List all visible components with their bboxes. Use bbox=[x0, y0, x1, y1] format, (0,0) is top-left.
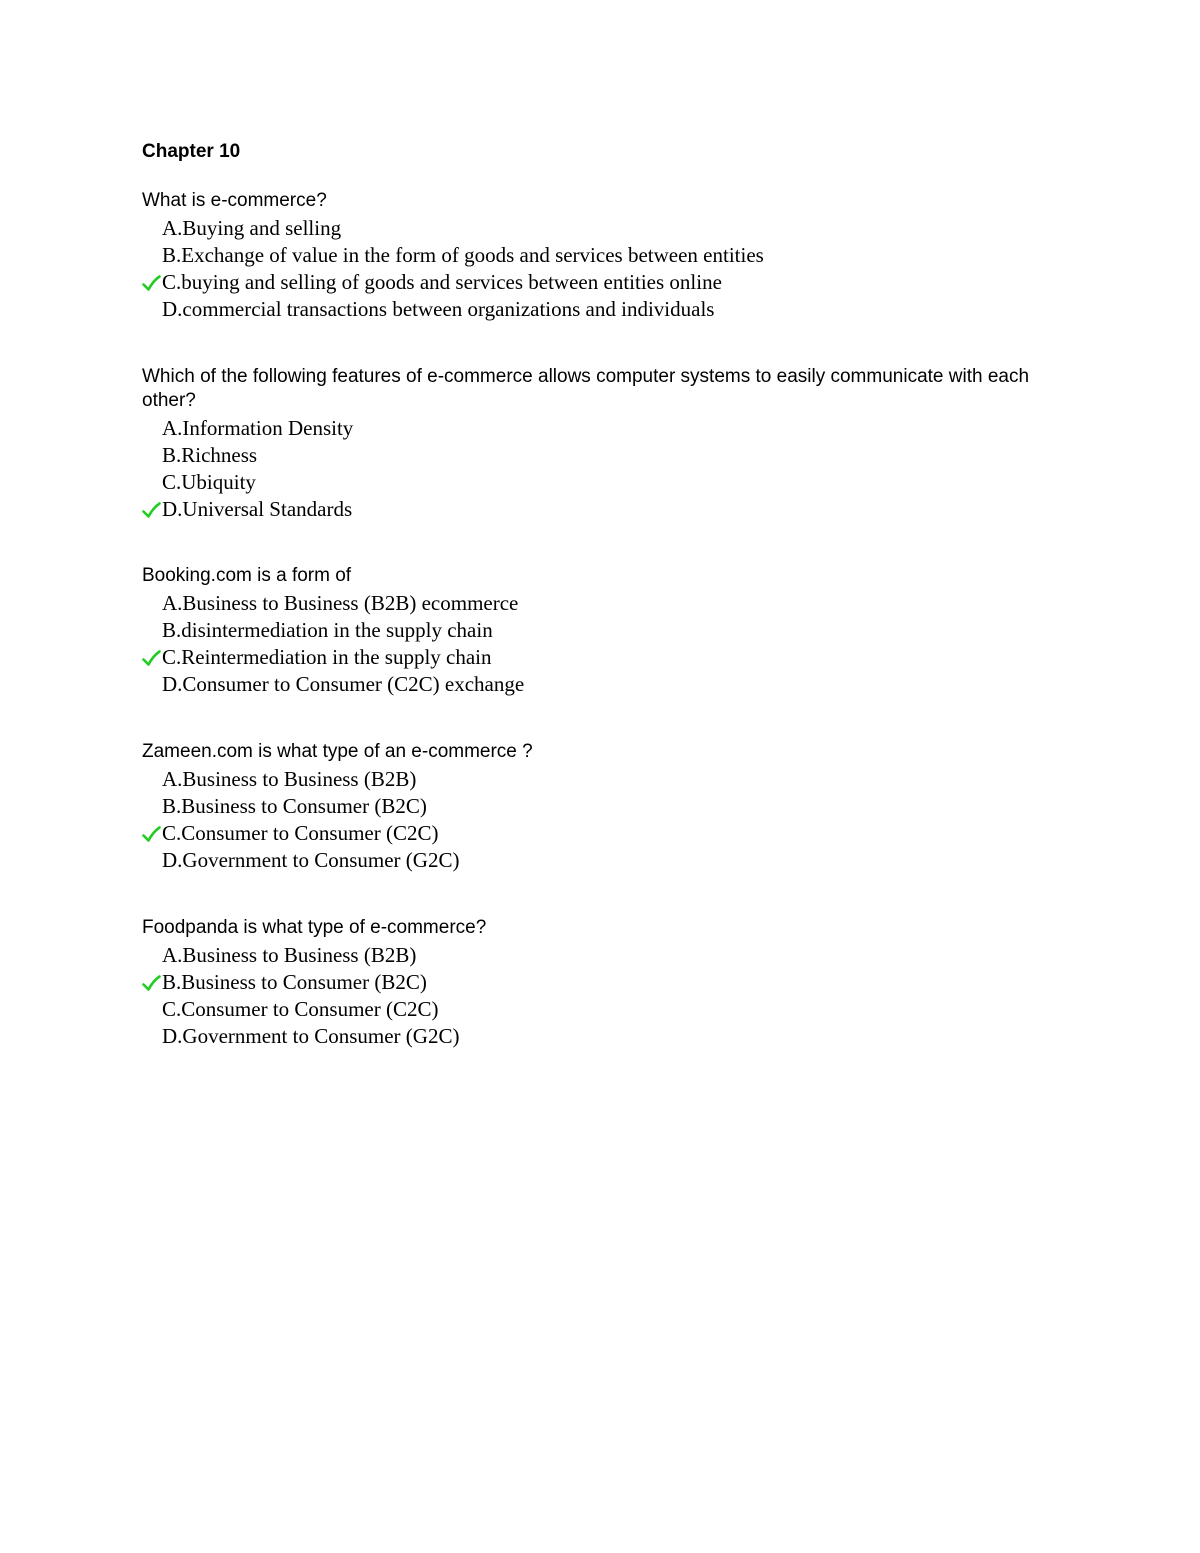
option-text: D.Universal Standards bbox=[162, 497, 353, 521]
option-a bbox=[142, 590, 1082, 617]
option-b bbox=[142, 793, 1082, 820]
option-text: A.Buying and selling bbox=[162, 216, 342, 240]
option-c-correct bbox=[142, 644, 1082, 671]
checkmark-icon bbox=[142, 650, 161, 667]
question-text: Zameen.com is what type of an e-commerce ? bbox=[142, 741, 533, 762]
checkmark-icon bbox=[142, 975, 161, 992]
question-3 bbox=[142, 564, 1082, 698]
option-list bbox=[142, 590, 1082, 698]
option-list bbox=[142, 766, 1082, 874]
option-text: A.Business to Business (B2B) ecommerce bbox=[162, 591, 519, 615]
option-c bbox=[142, 469, 1082, 496]
option-text: D.Consumer to Consumer (C2C) exchange bbox=[162, 672, 525, 696]
option-b bbox=[142, 442, 1082, 469]
question-5 bbox=[142, 916, 1082, 1050]
option-c bbox=[142, 996, 1082, 1023]
option-text: B.Business to Consumer (B2C) bbox=[162, 970, 427, 994]
option-c-correct bbox=[142, 820, 1082, 847]
option-text: B.disintermediation in the supply chain bbox=[162, 618, 493, 642]
option-d bbox=[142, 847, 1082, 874]
checkmark-icon bbox=[142, 275, 161, 292]
option-text: D.Government to Consumer (G2C) bbox=[162, 848, 460, 872]
option-d bbox=[142, 671, 1082, 698]
question-1 bbox=[142, 189, 1082, 323]
option-text: C.Ubiquity bbox=[162, 470, 256, 494]
option-text: D.commercial transactions between organizations and individuals bbox=[162, 297, 715, 321]
option-text: C.Reintermediation in the supply chain bbox=[162, 645, 492, 669]
option-a bbox=[142, 766, 1082, 793]
question-text: Booking.com is a form of bbox=[142, 565, 352, 586]
option-text: A.Business to Business (B2B) bbox=[162, 943, 417, 967]
option-list bbox=[142, 415, 1082, 523]
question-4 bbox=[142, 740, 1082, 874]
option-d-correct bbox=[142, 496, 1082, 523]
option-text: B.Business to Consumer (B2C) bbox=[162, 794, 427, 818]
option-d bbox=[142, 296, 1082, 323]
option-a bbox=[142, 415, 1082, 442]
question-text: Foodpanda is what type of e-commerce? bbox=[142, 917, 487, 938]
option-a bbox=[142, 942, 1082, 969]
option-text: C.buying and selling of goods and services between entities online bbox=[162, 270, 722, 294]
option-text: C.Consumer to Consumer (C2C) bbox=[162, 997, 439, 1021]
option-d bbox=[142, 1023, 1082, 1050]
option-b-correct bbox=[142, 969, 1082, 996]
option-b bbox=[142, 617, 1082, 644]
option-text: A.Information Density bbox=[162, 416, 354, 440]
option-text: D.Government to Consumer (G2C) bbox=[162, 1024, 460, 1048]
checkmark-icon bbox=[142, 826, 161, 843]
option-text: B.Richness bbox=[162, 443, 258, 467]
option-b bbox=[142, 242, 1082, 269]
option-list bbox=[142, 942, 1082, 1050]
option-list bbox=[142, 215, 1082, 323]
option-text: A.Business to Business (B2B) bbox=[162, 767, 417, 791]
option-text: C.Consumer to Consumer (C2C) bbox=[162, 821, 439, 845]
question-text: Which of the following features of e-commerce allows computer systems to easily communicate with each other? bbox=[142, 366, 1030, 411]
question-2 bbox=[142, 365, 1082, 523]
chapter-title: Chapter 10 bbox=[142, 141, 241, 162]
checkmark-icon bbox=[142, 502, 161, 519]
option-a bbox=[142, 215, 1082, 242]
question-text: What is e-commerce? bbox=[142, 190, 327, 211]
option-c-correct bbox=[142, 269, 1082, 296]
option-text: B.Exchange of value in the form of goods and services between entities bbox=[162, 243, 764, 267]
